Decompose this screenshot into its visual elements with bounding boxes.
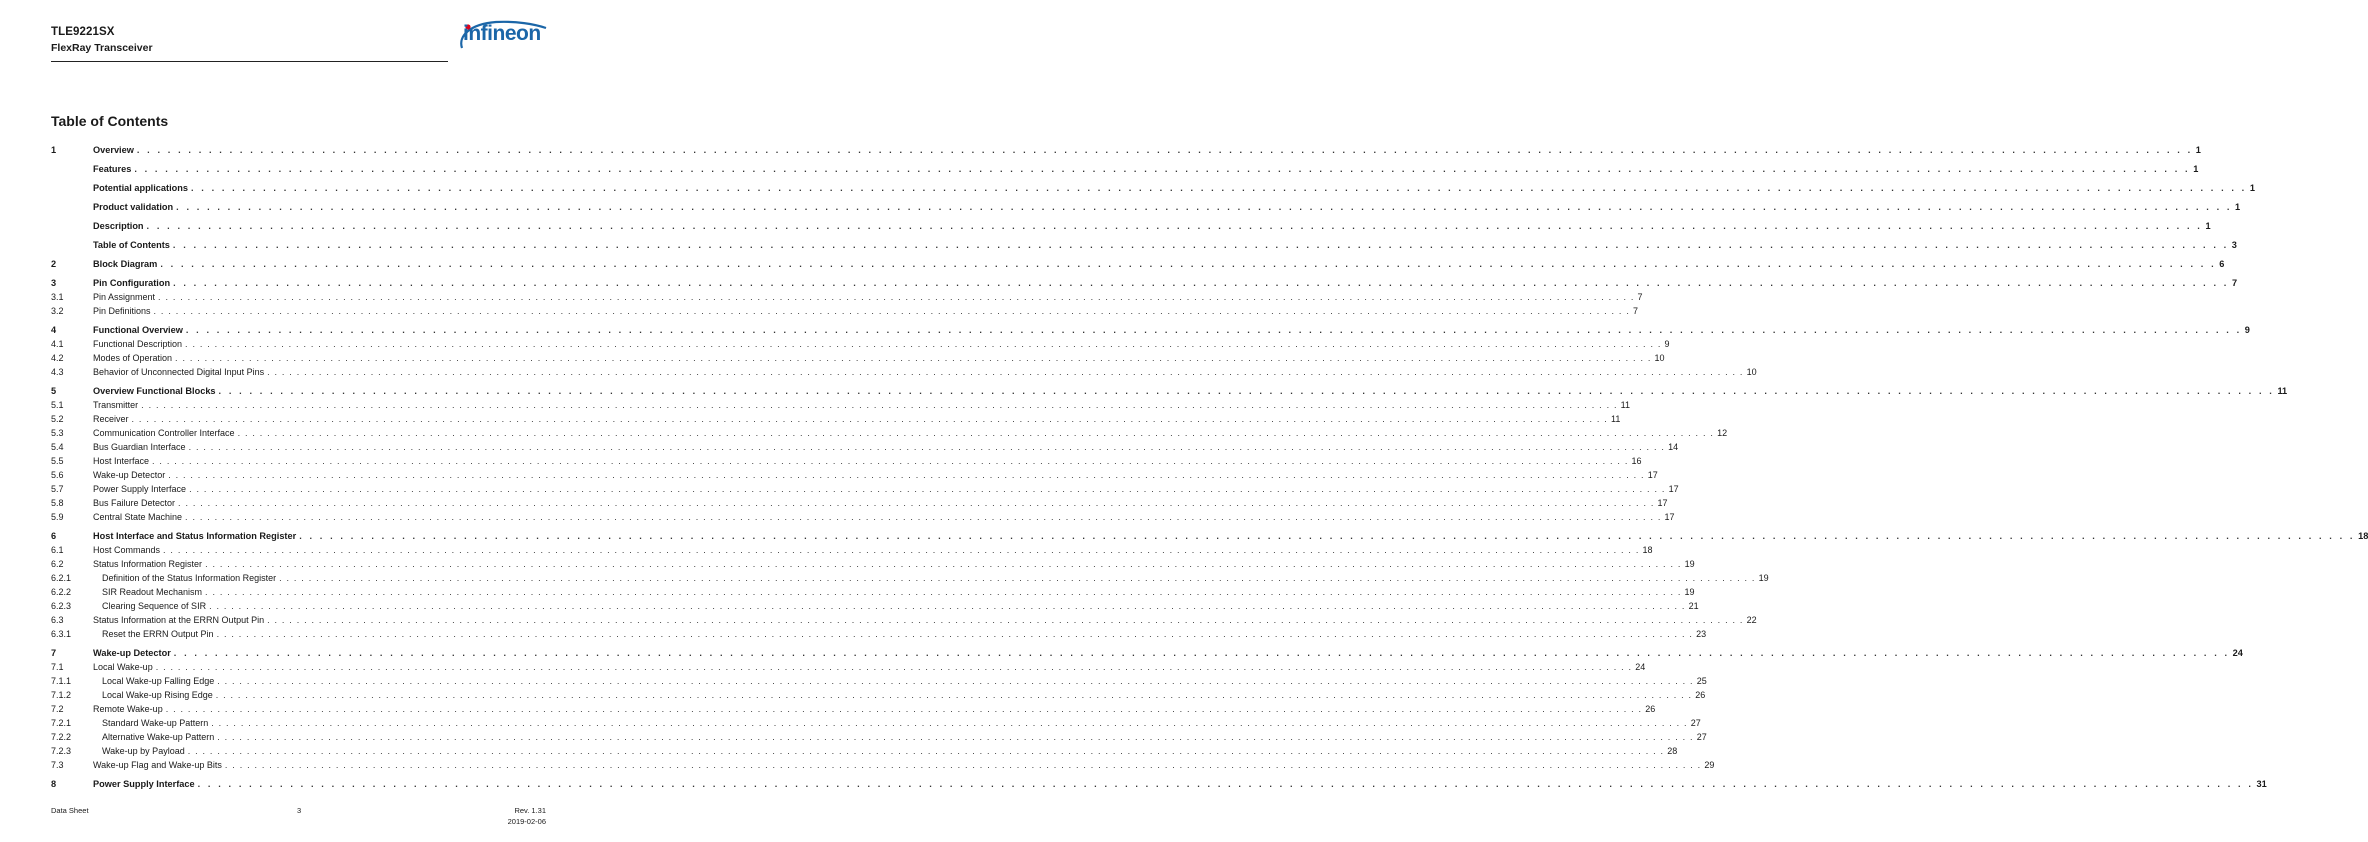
toc-entry-line xyxy=(93,238,2237,252)
toc-entry[interactable] xyxy=(51,613,1757,627)
toc-entry-title[interactable]: Bus Guardian Interface xyxy=(93,442,186,452)
toc-entry[interactable] xyxy=(51,323,2250,337)
toc-entry-page: 24 xyxy=(2232,648,2243,658)
toc-entry[interactable] xyxy=(51,660,1646,674)
toc-entry-number: 6.2 xyxy=(51,559,64,569)
toc-entry-title[interactable]: Overview xyxy=(93,145,134,155)
toc-entry-line xyxy=(102,571,1769,585)
toc-entry-number: 5.4 xyxy=(51,442,64,452)
toc-entry-title[interactable]: Status Information Register xyxy=(93,559,203,569)
toc-entry-page: 1 xyxy=(2235,202,2241,212)
toc-entry-page: 7 xyxy=(2231,278,2238,288)
toc-entry-number: 5.5 xyxy=(51,456,64,466)
logo-text: infineon xyxy=(463,22,541,45)
toc-entry-line xyxy=(102,730,1707,744)
toc-entry-line xyxy=(93,181,2255,195)
toc-dot-leader: . . . . . . . . . . . . . . . . . . . . . . . . . . . . . . . . . . . . . . . . . . . . . . . . . . . . . . . . . . . . . . . . . . . . . . . . . . . . . . . . . . . . . . . . . . . . . . . . . . . . . . . . . . . . . . . . . . . . . . . . . . . . . . . . . . . . . . . . . . . . . . . . . . . . . . . . . . . . . . . . . . . . . . . . . . . . . . . . . . . . . . . . . . . . . . . . . . . . . . . . xyxy=(211,718,1688,728)
toc-dot-leader: . . . . . . . . . . . . . . . . . . . . . . . . . . . . . . . . . . . . . . . . . . . . . . . . . . . . . . . . . . . . . . . . . . . . . . . . . . . . . . . . . . . . . . . . . . . . . . . . . . . . . . . . . . . . . . . . . . . . . . . . . . . . . . . . . . . . . . . . . . . . . . . . . . . . . . . . . . . . . . . . . . . . . . . . . . . . . . . . . . . . . . . . . . . . . . . . . . . . . . . . xyxy=(176,202,2233,212)
toc-entry-number: 6.2.1 xyxy=(51,573,72,583)
toc-dot-leader: . . . . . . . . . . . . . . . . . . . . . . . . . . . . . . . . . . . . . . . . . . . . . . . . . . . . . . . . . . . . . . . . . . . . . . . . . . . . . . . . . . . . . . . . . . . . . . . . . . . . . . . . . . . . . . . . . . . . . . . . . . . . . . . . . . . . . . . . . . . . . . . . . . . . . . . . . . . . . . . . . . . . . . . . . . . . . . . . . . . . . . . . . . . . . . . . . . . . . . . . xyxy=(185,339,1662,349)
toc-entry-title[interactable]: Power Supply Interface xyxy=(93,779,195,789)
toc-entry[interactable] xyxy=(51,627,1707,641)
toc-entry-line xyxy=(93,162,2199,176)
toc-dot-leader: . . . . . . . . . . . . . . . . . . . . . . . . . . . . . . . . . . . . . . . . . . . . . . . . . . . . . . . . . . . . . . . . . . . . . . . . . . . . . . . . . . . . . . . . . . . . . . . . . . . . . . . . . . . . . . . . . . . . . . . . . . . . . . . . . . . . . . . . . . . . . . . . . . . . . . . . . . . . . . . . . . . . . . . . . . . . . . . . . . . . . . . . . . . . . . . . . . . . . . . . xyxy=(218,386,2275,396)
toc-entry-number: 5.8 xyxy=(51,498,64,508)
toc-dot-leader: . . . . . . . . . . . . . . . . . . . . . . . . . . . . . . . . . . . . . . . . . . . . . . . . . . . . . . . . . . . . . . . . . . . . . . . . . . . . . . . . . . . . . . . . . . . . . . . . . . . . . . . . . . . . . . . . . . . . . . . . . . . . . . . . . . . . . . . . . . . . . . . . . . . . . . . . . . . . . . . . . . . . . . . . . . . . . . . . . . . . . . . . . . . . . . . . . . . . . . . . xyxy=(173,648,2230,658)
toc-entry-number: 4.3 xyxy=(51,367,64,377)
toc-entry-page: 23 xyxy=(1696,629,1707,639)
toc-entry-title[interactable]: Pin Assignment xyxy=(93,292,156,302)
toc-dot-leader: . . . . . . . . . . . . . . . . . . . . . . . . . . . . . . . . . . . . . . . . . . . . . . . . . . . . . . . . . . . . . . . . . . . . . . . . . . . . . . . . . . . . . . . . . . . . . . . . . . . . . . . . . . . . . . . . . . . . . . . . . . . . . . . . . . . . . . . . . . . . . . . . . . . . . . . . . . . . . . . . . . . . . . . . . . . . . . . . . . . . . . . . . . . . . . . . . . . . . . . . xyxy=(173,278,2229,288)
footer-page-number: 3 xyxy=(297,806,302,815)
toc-entry[interactable] xyxy=(51,730,1707,744)
toc-entry-line xyxy=(93,468,1658,482)
toc-entry-title[interactable]: Transmitter xyxy=(93,400,139,410)
toc-dot-leader: . . . . . . . . . . . . . . . . . . . . . . . . . . . . . . . . . . . . . . . . . . . . . . . . . . . . . . . . . . . . . . . . . . . . . . . . . . . . . . . . . . . . . . . . . . . . . . . . . . . . . . . . . . . . . . . . . . . . . . . . . . . . . . . . . . . . . . . . . . . . . . . . . . . . . . . . . . . . . . . . . . . . . . . . . . . . . . . . . . . . . . . . . . . . . . . . . . . . . . . . xyxy=(153,306,1631,316)
toc-entry-number: 5.2 xyxy=(51,414,64,424)
toc-entry-number: 7.2.2 xyxy=(51,732,72,742)
toc-entry-title[interactable]: SIR Readout Mechanism xyxy=(102,587,203,597)
toc-dot-leader: . . . . . . . . . . . . . . . . . . . . . . . . . . . . . . . . . . . . . . . . . . . . . . . . . . . . . . . . . . . . . . . . . . . . . . . . . . . . . . . . . . . . . . . . . . . . . . . . . . . . . . . . . . . . . . . . . . . . . . . . . . . . . . . . . . . . . . . . . . . . . . . . . . . . . . . . . . . . . . . . . . . . . . . . . . . . . . . . . . . . . . . . . . . . . . . . . . . . . . . . xyxy=(215,690,1693,700)
toc-entry-page: 19 xyxy=(1684,587,1695,597)
toc-entry-number: 6.1 xyxy=(51,545,64,555)
toc-entry-title[interactable]: Pin Configuration xyxy=(93,278,171,288)
toc-dot-leader: . . . . . . . . . . . . . . . . . . . . . . . . . . . . . . . . . . . . . . . . . . . . . . . . . . . . . . . . . . . . . . . . . . . . . . . . . . . . . . . . . . . . . . . . . . . . . . . . . . . . . . . . . . . . . . . . . . . . . . . . . . . . . . . . . . . . . . . . . . . . . . . . . . . . . . . . . . . . . . . . . . . . . . . . . . . . . . . . . . . . . . . . . . . . . . . . . . . . . . . . xyxy=(158,292,1635,302)
toc-entry-page: 31 xyxy=(2256,779,2267,789)
toc-entry[interactable] xyxy=(51,426,1728,440)
toc-entry[interactable] xyxy=(51,304,1639,318)
toc-entry-number: 3 xyxy=(51,278,57,288)
toc-entry-title[interactable]: Description xyxy=(93,221,144,231)
toc-dot-leader: . . . . . . . . . . . . . . . . . . . . . . . . . . . . . . . . . . . . . . . . . . . . . . . . . . . . . . . . . . . . . . . . . . . . . . . . . . . . . . . . . . . . . . . . . . . . . . . . . . . . . . . . . . . . . . . . . . . . . . . . . . . . . . . . . . . . . . . . . . . . . . . . . . . . . . . . . . . . . . . . . . . . . . . . . . . . . . . . . . . . . . . . . . . . . . . . . . . . . . . . xyxy=(224,760,1702,770)
toc-entry-line xyxy=(93,384,2288,398)
toc-entry-title[interactable]: Power Supply Interface xyxy=(93,484,187,494)
toc-entry-number: 6.3.1 xyxy=(51,629,72,639)
toc-entry[interactable] xyxy=(51,571,1769,585)
toc-entry-number: 7.1.2 xyxy=(51,690,72,700)
toc-entry-line xyxy=(93,496,1668,510)
toc-entry-page: 26 xyxy=(1645,704,1656,714)
toc-entry-line xyxy=(102,716,1701,730)
toc-entry-number: 7.1.1 xyxy=(51,676,72,686)
toc-entry-line xyxy=(93,426,1728,440)
toc-entry-title[interactable]: Alternative Wake-up Pattern xyxy=(102,732,215,742)
toc-entry[interactable] xyxy=(51,496,1668,510)
toc-entry[interactable] xyxy=(51,398,1631,412)
toc-entry-page: 1 xyxy=(2249,183,2255,193)
toc-entry-title[interactable]: Remote Wake-up xyxy=(93,704,163,714)
toc-entry-page: 11 xyxy=(1611,414,1621,424)
toc-entry-page: 22 xyxy=(1746,615,1757,625)
toc-entry[interactable] xyxy=(51,238,2237,252)
toc-entry-page: 17 xyxy=(1657,498,1668,508)
toc-entry-line xyxy=(93,510,1675,524)
toc-dot-leader: . . . . . . . . . . . . . . . . . . . . . . . . . . . . . . . . . . . . . . . . . . . . . . . . . . . . . . . . . . . . . . . . . . . . . . . . . . . . . . . . . . . . . . . . . . . . . . . . . . . . . . . . . . . . . . . . . . . . . . . . . . . . . . . . . . . . . . . . . . . . . . . . . . . . . . . . . . . . . . . . . . . . . . . . . . . . . . . . . . . . . . . . . . . . . . . . . . . . . . . . xyxy=(205,559,1682,569)
toc-entry-line xyxy=(93,412,1621,426)
toc-entry-title[interactable]: Clearing Sequence of SIR xyxy=(102,601,207,611)
toc-dot-leader: . . . . . . . . . . . . . . . . . . . . . . . . . . . . . . . . . . . . . . . . . . . . . . . . . . . . . . . . . . . . . . . . . . . . . . . . . . . . . . . . . . . . . . . . . . . . . . . . . . . . . . . . . . . . . . . . . . . . . . . . . . . . . . . . . . . . . . . . . . . . . . . . . . . . . . . . . . . . . . . . . . . . . . . . . . . . . . . . . . . . . . . . . . . . . . . . . . . . . . . . xyxy=(163,545,1640,555)
toc-entry[interactable] xyxy=(51,181,2255,195)
toc-dot-leader: . . . . . . . . . . . . . . . . . . . . . . . . . . . . . . . . . . . . . . . . . . . . . . . . . . . . . . . . . . . . . . . . . . . . . . . . . . . . . . . . . . . . . . . . . . . . . . . . . . . . . . . . . . . . . . . . . . . . . . . . . . . . . . . . . . . . . . . . . . . . . . . . . . . . . . . . . . . . . . . . . . . . . . . . . . . . . . . . . . . . . . . . . . . . . . . . . . . . . . . . xyxy=(168,470,1645,480)
toc-entry-title[interactable]: Host Commands xyxy=(93,545,161,555)
toc-entry-line xyxy=(93,337,1670,351)
footer-revision: Rev. 1.31 xyxy=(514,806,546,815)
header-rule xyxy=(51,61,448,62)
toc-entry[interactable] xyxy=(51,585,1695,599)
toc-dot-leader: . . . . . . . . . . . . . . . . . . . . . . . . . . . . . . . . . . . . . . . . . . . . . . . . . . . . . . . . . . . . . . . . . . . . . . . . . . . . . . . . . . . . . . . . . . . . . . . . . . . . . . . . . . . . . . . . . . . . . . . . . . . . . . . . . . . . . . . . . . . . . . . . . . . . . . . . . . . . . . . . . . . . . . . . . . . . . . . . . . . . . . . . . . . . . . . . . . . . . . . . xyxy=(131,414,1609,424)
toc-entry-title[interactable]: Central State Machine xyxy=(93,512,183,522)
toc-dot-leader: . . . . . . . . . . . . . . . . . . . . . . . . . . . . . . . . . . . . . . . . . . . . . . . . . . . . . . . . . . . . . . . . . . . . . . . . . . . . . . . . . . . . . . . . . . . . . . . . . . . . . . . . . . . . . . . . . . . . . . . . . . . . . . . . . . . . . . . . . . . . . . . . . . . . . . . . . . . . . . . . . . . . . . . . . . . . . . . . . . . . . . . . . . . . . . . . . . . . . . . . xyxy=(197,779,2254,789)
toc-entry-line xyxy=(93,290,1643,304)
toc-entry-title[interactable]: Functional Overview xyxy=(93,325,183,335)
toc-entry[interactable] xyxy=(51,412,1621,426)
toc-entry-line xyxy=(93,257,2225,271)
toc-entry-number: 4.2 xyxy=(51,353,64,363)
toc-dot-leader: . . . . . . . . . . . . . . . . . . . . . . . . . . . . . . . . . . . . . . . . . . . . . . . . . . . . . . . . . . . . . . . . . . . . . . . . . . . . . . . . . . . . . . . . . . . . . . . . . . . . . . . . . . . . . . . . . . . . . . . . . . . . . . . . . . . . . . . . . . . . . . . . . . . . . . . . . . . . . . . . . . . . . . . . . . . . . . . . . . . . . . . . . . . . . . . . . . . . . . . . xyxy=(299,531,2356,541)
toc-entry-title[interactable]: Features xyxy=(93,164,132,174)
toc-entry-line xyxy=(93,702,1656,716)
toc-dot-leader: . . . . . . . . . . . . . . . . . . . . . . . . . . . . . . . . . . . . . . . . . . . . . . . . . . . . . . . . . . . . . . . . . . . . . . . . . . . . . . . . . . . . . . . . . . . . . . . . . . . . . . . . . . . . . . . . . . . . . . . . . . . . . . . . . . . . . . . . . . . . . . . . . . . . . . . . . . . . . . . . . . . . . . . . . . . . . . . . . . . . . . . . . . . . . . . . . . . . . . . . xyxy=(187,746,1665,756)
toc-entry-line xyxy=(93,440,1679,454)
toc-entry-line xyxy=(93,219,2211,233)
toc-entry-title[interactable]: Host Interface and Status Information Register xyxy=(93,531,297,541)
toc-entry-line xyxy=(93,482,1679,496)
header-subtitle: FlexRay Transceiver xyxy=(51,42,153,54)
toc-entry[interactable] xyxy=(51,454,1642,468)
toc-entry-page: 21 xyxy=(1688,601,1699,611)
toc-entry-title[interactable]: Wake-up Detector xyxy=(93,648,171,658)
toc-entry-page: 25 xyxy=(1696,676,1707,686)
toc-entry[interactable] xyxy=(51,290,1643,304)
toc-entry[interactable] xyxy=(51,529,2368,543)
toc-entry-page: 17 xyxy=(1668,484,1679,494)
toc-dot-leader: . . . . . . . . . . . . . . . . . . . . . . . . . . . . . . . . . . . . . . . . . . . . . . . . . . . . . . . . . . . . . . . . . . . . . . . . . . . . . . . . . . . . . . . . . . . . . . . . . . . . . . . . . . . . . . . . . . . . . . . . . . . . . . . . . . . . . . . . . . . . . . . . . . . . . . . . . . . . . . . . . . . . . . . . . . . . . . . . . . . . . . . . . . . . . . . . . . . . . . . . xyxy=(185,512,1662,522)
toc-entry[interactable] xyxy=(51,200,2241,214)
toc-entry-line xyxy=(93,398,1631,412)
toc-dot-leader: . . . . . . . . . . . . . . . . . . . . . . . . . . . . . . . . . . . . . . . . . . . . . . . . . . . . . . . . . . . . . . . . . . . . . . . . . . . . . . . . . . . . . . . . . . . . . . . . . . . . . . . . . . . . . . . . . . . . . . . . . . . . . . . . . . . . . . . . . . . . . . . . . . . . . . . . . . . . . . . . . . . . . . . . . . . . . . . . . . . . . . . . . . . . . . . . . . . . . . . . xyxy=(209,601,1686,611)
toc-entry-line xyxy=(93,557,1695,571)
toc-entry[interactable] xyxy=(51,482,1679,496)
toc-entry-number: 6.2.2 xyxy=(51,587,72,597)
toc-entry-title[interactable]: Potential applications xyxy=(93,183,188,193)
toc-entry-number: 3.1 xyxy=(51,292,64,302)
toc-entry-page: 1 xyxy=(2193,164,2199,174)
toc-entry-title[interactable]: Receiver xyxy=(93,414,129,424)
toc-entry[interactable] xyxy=(51,599,1699,613)
toc-entry-title[interactable]: Wake-up Detector xyxy=(93,470,166,480)
toc-entry-title[interactable]: Host Interface xyxy=(93,456,150,466)
toc-entry-page: 27 xyxy=(1696,732,1707,742)
toc-entry-line xyxy=(102,585,1695,599)
toc-entry-number: 5.1 xyxy=(51,400,64,410)
toc-entry[interactable] xyxy=(51,337,1670,351)
toc-entry-page: 11 xyxy=(1620,400,1631,410)
toc-entry-line xyxy=(102,688,1706,702)
toc-entry-number: 1 xyxy=(51,145,57,155)
toc-dot-leader: . . . . . . . . . . . . . . . . . . . . . . . . . . . . . . . . . . . . . . . . . . . . . . . . . . . . . . . . . . . . . . . . . . . . . . . . . . . . . . . . . . . . . . . . . . . . . . . . . . . . . . . . . . . . . . . . . . . . . . . . . . . . . . . . . . . . . . . . . . . . . . . . . . . . . . . . . . . . . . . . . . . . . . . . . . . . . . . . . . . . . . . . . . . . . . . . . . . . . . . . xyxy=(172,240,2229,250)
toc-entry-line xyxy=(102,674,1707,688)
toc-dot-leader: . . . . . . . . . . . . . . . . . . . . . . . . . . . . . . . . . . . . . . . . . . . . . . . . . . . . . . . . . . . . . . . . . . . . . . . . . . . . . . . . . . . . . . . . . . . . . . . . . . . . . . . . . . . . . . . . . . . . . . . . . . . . . . . . . . . . . . . . . . . . . . . . . . . . . . . . . . . . . . . . . . . . . . . . . . . . . . . . . . . . . . . . . . . . . . . . . . . . . . . . xyxy=(267,367,1744,377)
toc-dot-leader: . . . . . . . . . . . . . . . . . . . . . . . . . . . . . . . . . . . . . . . . . . . . . . . . . . . . . . . . . . . . . . . . . . . . . . . . . . . . . . . . . . . . . . . . . . . . . . . . . . . . . . . . . . . . . . . . . . . . . . . . . . . . . . . . . . . . . . . . . . . . . . . . . . . . . . . . . . . . . . . . . . . . . . . . . . . . . . . . . . . . . . . . . . . . . . . . . . . . . . . . xyxy=(136,145,2193,155)
toc-dot-leader: . . . . . . . . . . . . . . . . . . . . . . . . . . . . . . . . . . . . . . . . . . . . . . . . . . . . . . . . . . . . . . . . . . . . . . . . . . . . . . . . . . . . . . . . . . . . . . . . . . . . . . . . . . . . . . . . . . . . . . . . . . . . . . . . . . . . . . . . . . . . . . . . . . . . . . . . . . . . . . . . . . . . . . . . . . . . . . . . . . . . . . . . . . . . . . . . . . . . . . . . xyxy=(216,629,1694,639)
toc-entry-page: 26 xyxy=(1695,690,1706,700)
toc-entry[interactable] xyxy=(51,688,1706,702)
toc-entry-line xyxy=(93,660,1646,674)
toc-entry-line xyxy=(93,543,1653,557)
toc-entry-number: 7.2.1 xyxy=(51,718,72,728)
toc-entry[interactable] xyxy=(51,365,1757,379)
toc-dot-leader: . . . . . . . . . . . . . . . . . . . . . . . . . . . . . . . . . . . . . . . . . . . . . . . . . . . . . . . . . . . . . . . . . . . . . . . . . . . . . . . . . . . . . . . . . . . . . . . . . . . . . . . . . . . . . . . . . . . . . . . . . . . . . . . . . . . . . . . . . . . . . . . . . . . . . . . . . . . . . . . . . . . . . . . . . . . . . . . . . . . . . . . . . . . . . . . . . . . . . . . . xyxy=(178,498,1655,508)
toc-entry-page: 7 xyxy=(1633,306,1639,316)
toc-dot-leader: . . . . . . . . . . . . . . . . . . . . . . . . . . . . . . . . . . . . . . . . . . . . . . . . . . . . . . . . . . . . . . . . . . . . . . . . . . . . . . . . . . . . . . . . . . . . . . . . . . . . . . . . . . . . . . . . . . . . . . . . . . . . . . . . . . . . . . . . . . . . . . . . . . . . . . . . . . . . . . . . . . . . . . . . . . . . . . . . . . . . . . . . . . . . . . . . . . . . . . . . xyxy=(134,164,2191,174)
toc-entry-page: 1 xyxy=(2195,145,2201,155)
toc-entry-number: 3.2 xyxy=(51,306,64,316)
toc-entry[interactable] xyxy=(51,257,2225,271)
toc-entry-number: 5.3 xyxy=(51,428,64,438)
toc-dot-leader: . . . . . . . . . . . . . . . . . . . . . . . . . . . . . . . . . . . . . . . . . . . . . . . . . . . . . . . . . . . . . . . . . . . . . . . . . . . . . . . . . . . . . . . . . . . . . . . . . . . . . . . . . . . . . . . . . . . . . . . . . . . . . . . . . . . . . . . . . . . . . . . . . . . . . . . . . . . . . . . . . . . . . . . . . . . . . . . . . . . . . . . . . . . . . . . . . . . . . . . . xyxy=(165,704,1643,714)
toc-entry-page: 9 xyxy=(2244,325,2250,335)
toc-entry[interactable] xyxy=(51,744,1678,758)
toc-entry-line xyxy=(93,613,1757,627)
header-title: TLE9221SX xyxy=(51,26,115,38)
toc-entry-title[interactable]: Bus Failure Detector xyxy=(93,498,176,508)
toc-dot-leader: . . . . . . . . . . . . . . . . . . . . . . . . . . . . . . . . . . . . . . . . . . . . . . . . . . . . . . . . . . . . . . . . . . . . . . . . . . . . . . . . . . . . . . . . . . . . . . . . . . . . . . . . . . . . . . . . . . . . . . . . . . . . . . . . . . . . . . . . . . . . . . . . . . . . . . . . . . . . . . . . . . . . . . . . . . . . . . . . . . . . . . . . . . . . . . . . . . . . . . . . xyxy=(160,259,2217,269)
toc-entry[interactable] xyxy=(51,162,2199,176)
toc-entry-number: 5.7 xyxy=(51,484,64,494)
toc-entry-number: 6 xyxy=(51,531,57,541)
toc-entry-page: 19 xyxy=(1684,559,1695,569)
toc-entry-title[interactable]: Definition of the Status Information Register xyxy=(102,573,277,583)
toc-dot-leader: . . . . . . . . . . . . . . . . . . . . . . . . . . . . . . . . . . . . . . . . . . . . . . . . . . . . . . . . . . . . . . . . . . . . . . . . . . . . . . . . . . . . . . . . . . . . . . . . . . . . . . . . . . . . . . . . . . . . . . . . . . . . . . . . . . . . . . . . . . . . . . . . . . . . . . . . . . . . . . . . . . . . . . . . . . . . . . . . . . . . . . . . . . . . . . . . . . . . . . . . xyxy=(217,732,1694,742)
toc-dot-leader: . . . . . . . . . . . . . . . . . . . . . . . . . . . . . . . . . . . . . . . . . . . . . . . . . . . . . . . . . . . . . . . . . . . . . . . . . . . . . . . . . . . . . . . . . . . . . . . . . . . . . . . . . . . . . . . . . . . . . . . . . . . . . . . . . . . . . . . . . . . . . . . . . . . . . . . . . . . . . . . . . . . . . . . . . . . . . . . . . . . . . . . . . . . . . . . . . . . . . . . . xyxy=(188,442,1666,452)
toc-entry-title[interactable]: Functional Description xyxy=(93,339,183,349)
toc-entry-page: 9 xyxy=(1664,339,1670,349)
toc-entry[interactable] xyxy=(51,384,2288,398)
toc-entry-number: 2 xyxy=(51,259,57,269)
toc-entry-title[interactable]: Wake-up Flag and Wake-up Bits xyxy=(93,760,222,770)
toc-entry-page: 1 xyxy=(2205,221,2211,231)
toc-entry[interactable] xyxy=(51,758,1715,772)
toc-entry-line xyxy=(93,365,1757,379)
toc-heading: Table of Contents xyxy=(51,113,169,129)
toc-entry-title[interactable]: Behavior of Unconnected Digital Input Pins xyxy=(93,367,265,377)
toc-entry-number: 4 xyxy=(51,325,57,335)
footer-doc-type: Data Sheet xyxy=(51,806,89,815)
toc-entry[interactable] xyxy=(51,143,2201,157)
toc-entry-page: 6 xyxy=(2219,259,2225,269)
toc-entry-page: 7 xyxy=(1637,292,1643,302)
toc-entry[interactable] xyxy=(51,777,2267,791)
toc-entry-number: 7.2 xyxy=(51,704,64,714)
toc-dot-leader: . . . . . . . . . . . . . . . . . . . . . . . . . . . . . . . . . . . . . . . . . . . . . . . . . . . . . . . . . . . . . . . . . . . . . . . . . . . . . . . . . . . . . . . . . . . . . . . . . . . . . . . . . . . . . . . . . . . . . . . . . . . . . . . . . . . . . . . . . . . . . . . . . . . . . . . . . . . . . . . . . . . . . . . . . . . . . . . . . . . . . . . . . . . . . . . . . . . . . . . . xyxy=(267,615,1744,625)
toc-entry-page: 17 xyxy=(1664,512,1675,522)
toc-entry-page: 11 xyxy=(2277,386,2288,396)
toc-entry-title[interactable]: Communication Controller Interface xyxy=(93,428,235,438)
toc-entry[interactable] xyxy=(51,276,2238,290)
toc-dot-leader: . . . . . . . . . . . . . . . . . . . . . . . . . . . . . . . . . . . . . . . . . . . . . . . . . . . . . . . . . . . . . . . . . . . . . . . . . . . . . . . . . . . . . . . . . . . . . . . . . . . . . . . . . . . . . . . . . . . . . . . . . . . . . . . . . . . . . . . . . . . . . . . . . . . . . . . . . . . . . . . . . . . . . . . . . . . . . . . . . . . . . . . . . . . . . . . . . . . . . . . . xyxy=(279,573,1756,583)
toc-entry-number: 7.1 xyxy=(51,662,64,672)
toc-entry-number: 6.3 xyxy=(51,615,64,625)
toc-entry-line xyxy=(93,351,1665,365)
toc-entry-line xyxy=(102,744,1678,758)
toc-entry-title[interactable]: Overview Functional Blocks xyxy=(93,386,216,396)
toc-entry-line xyxy=(93,304,1639,318)
toc-entry-page: 10 xyxy=(1746,367,1757,377)
toc-entry-title[interactable]: Standard Wake-up Pattern xyxy=(102,718,209,728)
toc-entry-page: 27 xyxy=(1690,718,1701,728)
toc-entry-page: 28 xyxy=(1667,746,1678,756)
toc-dot-leader: . . . . . . . . . . . . . . . . . . . . . . . . . . . . . . . . . . . . . . . . . . . . . . . . . . . . . . . . . . . . . . . . . . . . . . . . . . . . . . . . . . . . . . . . . . . . . . . . . . . . . . . . . . . . . . . . . . . . . . . . . . . . . . . . . . . . . . . . . . . . . . . . . . . . . . . . . . . . . . . . . . . . . . . . . . . . . . . . . . . . . . . . . . . . . . . . . . . . . . . . xyxy=(146,221,2203,231)
toc-entry-line xyxy=(93,758,1715,772)
toc-dot-leader: . . . . . . . . . . . . . . . . . . . . . . . . . . . . . . . . . . . . . . . . . . . . . . . . . . . . . . . . . . . . . . . . . . . . . . . . . . . . . . . . . . . . . . . . . . . . . . . . . . . . . . . . . . . . . . . . . . . . . . . . . . . . . . . . . . . . . . . . . . . . . . . . . . . . . . . . . . . . . . . . . . . . . . . . . . . . . . . . . . . . . . . . . . . . . . . . . . . . . . . . xyxy=(152,456,1629,466)
footer-date: 2019-02-06 xyxy=(507,817,546,826)
toc-dot-leader: . . . . . . . . . . . . . . . . . . . . . . . . . . . . . . . . . . . . . . . . . . . . . . . . . . . . . . . . . . . . . . . . . . . . . . . . . . . . . . . . . . . . . . . . . . . . . . . . . . . . . . . . . . . . . . . . . . . . . . . . . . . . . . . . . . . . . . . . . . . . . . . . . . . . . . . . . . . . . . . . . . . . . . . . . . . . . . . . . . . . . . . . . . . . . . . . . . . . . . . . xyxy=(190,183,2247,193)
toc-entry-title[interactable]: Table of Contents xyxy=(93,240,170,250)
toc-entry-line xyxy=(102,599,1699,613)
toc-dot-leader: . . . . . . . . . . . . . . . . . . . . . . . . . . . . . . . . . . . . . . . . . . . . . . . . . . . . . . . . . . . . . . . . . . . . . . . . . . . . . . . . . . . . . . . . . . . . . . . . . . . . . . . . . . . . . . . . . . . . . . . . . . . . . . . . . . . . . . . . . . . . . . . . . . . . . . . . . . . . . . . . . . . . . . . . . . . . . . . . . . . . . . . . . . . . . . . . . . . . . . . . xyxy=(217,676,1694,686)
toc-entry-page: 3 xyxy=(2231,240,2237,250)
toc-entry[interactable] xyxy=(51,440,1679,454)
toc-entry-title[interactable]: Pin Definitions xyxy=(93,306,151,316)
toc-dot-leader: . . . . . . . . . . . . . . . . . . . . . . . . . . . . . . . . . . . . . . . . . . . . . . . . . . . . . . . . . . . . . . . . . . . . . . . . . . . . . . . . . . . . . . . . . . . . . . . . . . . . . . . . . . . . . . . . . . . . . . . . . . . . . . . . . . . . . . . . . . . . . . . . . . . . . . . . . . . . . . . . . . . . . . . . . . . . . . . . . . . . . . . . . . . . . . . . . . . . . . . . xyxy=(237,428,1715,438)
toc-entry-page: 29 xyxy=(1704,760,1715,770)
toc-entry-number: 5.9 xyxy=(51,512,64,522)
toc-entry-number: 5 xyxy=(51,386,57,396)
toc-entry-page: 14 xyxy=(1668,442,1679,452)
toc-entry-page: 17 xyxy=(1647,470,1658,480)
toc-entry[interactable] xyxy=(51,674,1707,688)
toc-entry-line xyxy=(93,646,2243,660)
toc-entry-title[interactable]: Block Diagram xyxy=(93,259,158,269)
toc-entry-page: 16 xyxy=(1631,456,1642,466)
toc-entry[interactable] xyxy=(51,351,1665,365)
toc-entry-title[interactable]: Wake-up by Payload xyxy=(102,746,185,756)
toc-entry-title[interactable]: Reset the ERRN Output Pin xyxy=(102,629,214,639)
toc-dot-leader: . . . . . . . . . . . . . . . . . . . . . . . . . . . . . . . . . . . . . . . . . . . . . . . . . . . . . . . . . . . . . . . . . . . . . . . . . . . . . . . . . . . . . . . . . . . . . . . . . . . . . . . . . . . . . . . . . . . . . . . . . . . . . . . . . . . . . . . . . . . . . . . . . . . . . . . . . . . . . . . . . . . . . . . . . . . . . . . . . . . . . . . . . . . . . . . . . . . . . . . . xyxy=(155,662,1633,672)
toc-entry[interactable] xyxy=(51,702,1656,716)
toc-entry-line xyxy=(93,454,1642,468)
toc-entry-line xyxy=(93,529,2368,543)
toc-entry-number: 7 xyxy=(51,648,57,658)
toc-entry[interactable] xyxy=(51,543,1653,557)
toc-entry-page: 18 xyxy=(2358,531,2368,541)
toc-entry-page: 19 xyxy=(1758,573,1769,583)
toc-entry-title[interactable]: Product validation xyxy=(93,202,174,212)
toc-entry-title[interactable]: Local Wake-up Falling Edge xyxy=(102,676,215,686)
toc-entry[interactable] xyxy=(51,510,1675,524)
toc-entry-line xyxy=(93,276,2238,290)
toc-entry-title[interactable]: Local Wake-up Rising Edge xyxy=(102,690,213,700)
toc-entry-number: 4.1 xyxy=(51,339,64,349)
toc-dot-leader: . . . . . . . . . . . . . . . . . . . . . . . . . . . . . . . . . . . . . . . . . . . . . . . . . . . . . . . . . . . . . . . . . . . . . . . . . . . . . . . . . . . . . . . . . . . . . . . . . . . . . . . . . . . . . . . . . . . . . . . . . . . . . . . . . . . . . . . . . . . . . . . . . . . . . . . . . . . . . . . . . . . . . . . . . . . . . . . . . . . . . . . . . . . . . . . . . . . . . . . . xyxy=(141,400,1618,410)
toc-entry-title[interactable]: Status Information at the ERRN Output Pin xyxy=(93,615,265,625)
toc-entry-number: 5.6 xyxy=(51,470,64,480)
toc-entry-page: 10 xyxy=(1654,353,1665,363)
toc-entry-number: 6.2.3 xyxy=(51,601,72,611)
toc-entry[interactable] xyxy=(51,646,2243,660)
toc-entry-line xyxy=(93,323,2250,337)
toc-entry[interactable] xyxy=(51,219,2211,233)
toc-entry-number: 7.2.3 xyxy=(51,746,72,756)
toc-entry-title[interactable]: Modes of Operation xyxy=(93,353,173,363)
toc-entry-line xyxy=(93,777,2267,791)
toc-entry-line xyxy=(93,200,2241,214)
toc-entry-page: 24 xyxy=(1635,662,1646,672)
toc-entry[interactable] xyxy=(51,557,1695,571)
toc-dot-leader: . . . . . . . . . . . . . . . . . . . . . . . . . . . . . . . . . . . . . . . . . . . . . . . . . . . . . . . . . . . . . . . . . . . . . . . . . . . . . . . . . . . . . . . . . . . . . . . . . . . . . . . . . . . . . . . . . . . . . . . . . . . . . . . . . . . . . . . . . . . . . . . . . . . . . . . . . . . . . . . . . . . . . . . . . . . . . . . . . . . . . . . . . . . . . . . . . . . . . . . . xyxy=(175,353,1652,363)
toc-dot-leader: . . . . . . . . . . . . . . . . . . . . . . . . . . . . . . . . . . . . . . . . . . . . . . . . . . . . . . . . . . . . . . . . . . . . . . . . . . . . . . . . . . . . . . . . . . . . . . . . . . . . . . . . . . . . . . . . . . . . . . . . . . . . . . . . . . . . . . . . . . . . . . . . . . . . . . . . . . . . . . . . . . . . . . . . . . . . . . . . . . . . . . . . . . . . . . . . . . . . . . . . xyxy=(189,484,1666,494)
toc-entry[interactable] xyxy=(51,716,1701,730)
toc-entry-line xyxy=(102,627,1707,641)
toc-dot-leader: . . . . . . . . . . . . . . . . . . . . . . . . . . . . . . . . . . . . . . . . . . . . . . . . . . . . . . . . . . . . . . . . . . . . . . . . . . . . . . . . . . . . . . . . . . . . . . . . . . . . . . . . . . . . . . . . . . . . . . . . . . . . . . . . . . . . . . . . . . . . . . . . . . . . . . . . . . . . . . . . . . . . . . . . . . . . . . . . . . . . . . . . . . . . . . . . . . . . . . . . xyxy=(205,587,1682,597)
toc-entry-line xyxy=(93,143,2201,157)
toc-entry-page: 18 xyxy=(1642,545,1653,555)
toc-entry-page: 12 xyxy=(1717,428,1728,438)
toc-entry[interactable] xyxy=(51,468,1658,482)
toc-entry-number: 7.3 xyxy=(51,760,64,770)
toc-dot-leader: . . . . . . . . . . . . . . . . . . . . . . . . . . . . . . . . . . . . . . . . . . . . . . . . . . . . . . . . . . . . . . . . . . . . . . . . . . . . . . . . . . . . . . . . . . . . . . . . . . . . . . . . . . . . . . . . . . . . . . . . . . . . . . . . . . . . . . . . . . . . . . . . . . . . . . . . . . . . . . . . . . . . . . . . . . . . . . . . . . . . . . . . . . . . . . . . . . . . . . . . xyxy=(185,325,2242,335)
toc-entry-number: 8 xyxy=(51,779,57,789)
toc-entry-title[interactable]: Local Wake-up xyxy=(93,662,153,672)
